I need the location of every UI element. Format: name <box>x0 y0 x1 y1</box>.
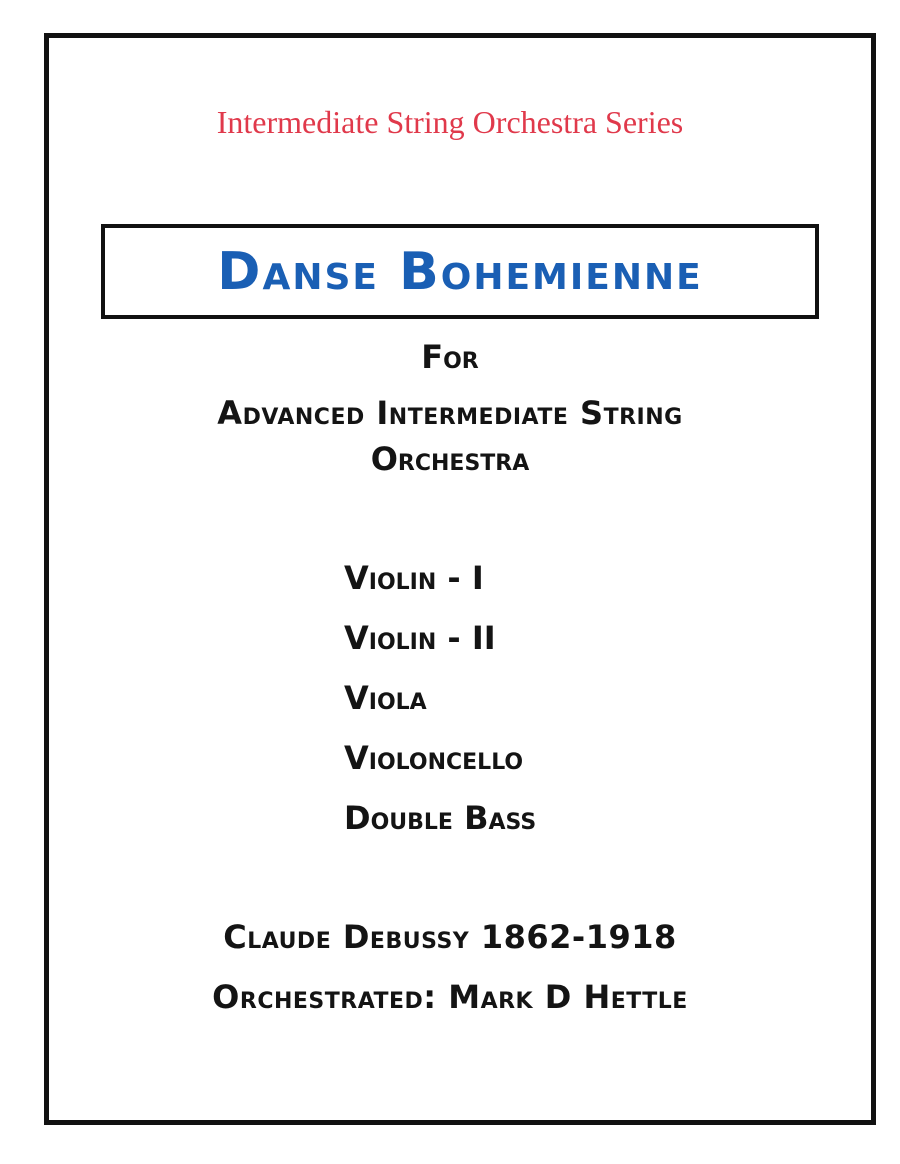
work-title: Danse Bohemienne <box>217 241 703 302</box>
for-label: For <box>421 338 479 376</box>
ensemble-line-1: Advanced Intermediate String <box>217 394 683 432</box>
instrument-double-bass: Double Bass <box>344 799 537 837</box>
orchestrator-credit: Orchestrated: Mark D Hettle <box>212 978 688 1016</box>
instrument-violin-1: Violin - I <box>344 559 484 597</box>
instrument-viola: Viola <box>344 679 427 717</box>
instrument-list <box>344 558 536 858</box>
instrument-violin-2: Violin - II <box>344 619 496 657</box>
ensemble-line-2: Orchestra <box>370 440 530 478</box>
instrument-violoncello: Violoncello <box>344 739 524 777</box>
composer-credit: Claude Debussy 1862-1918 <box>223 918 677 956</box>
title-box <box>101 224 819 319</box>
series-title: Intermediate String Orchestra Series <box>216 104 684 140</box>
